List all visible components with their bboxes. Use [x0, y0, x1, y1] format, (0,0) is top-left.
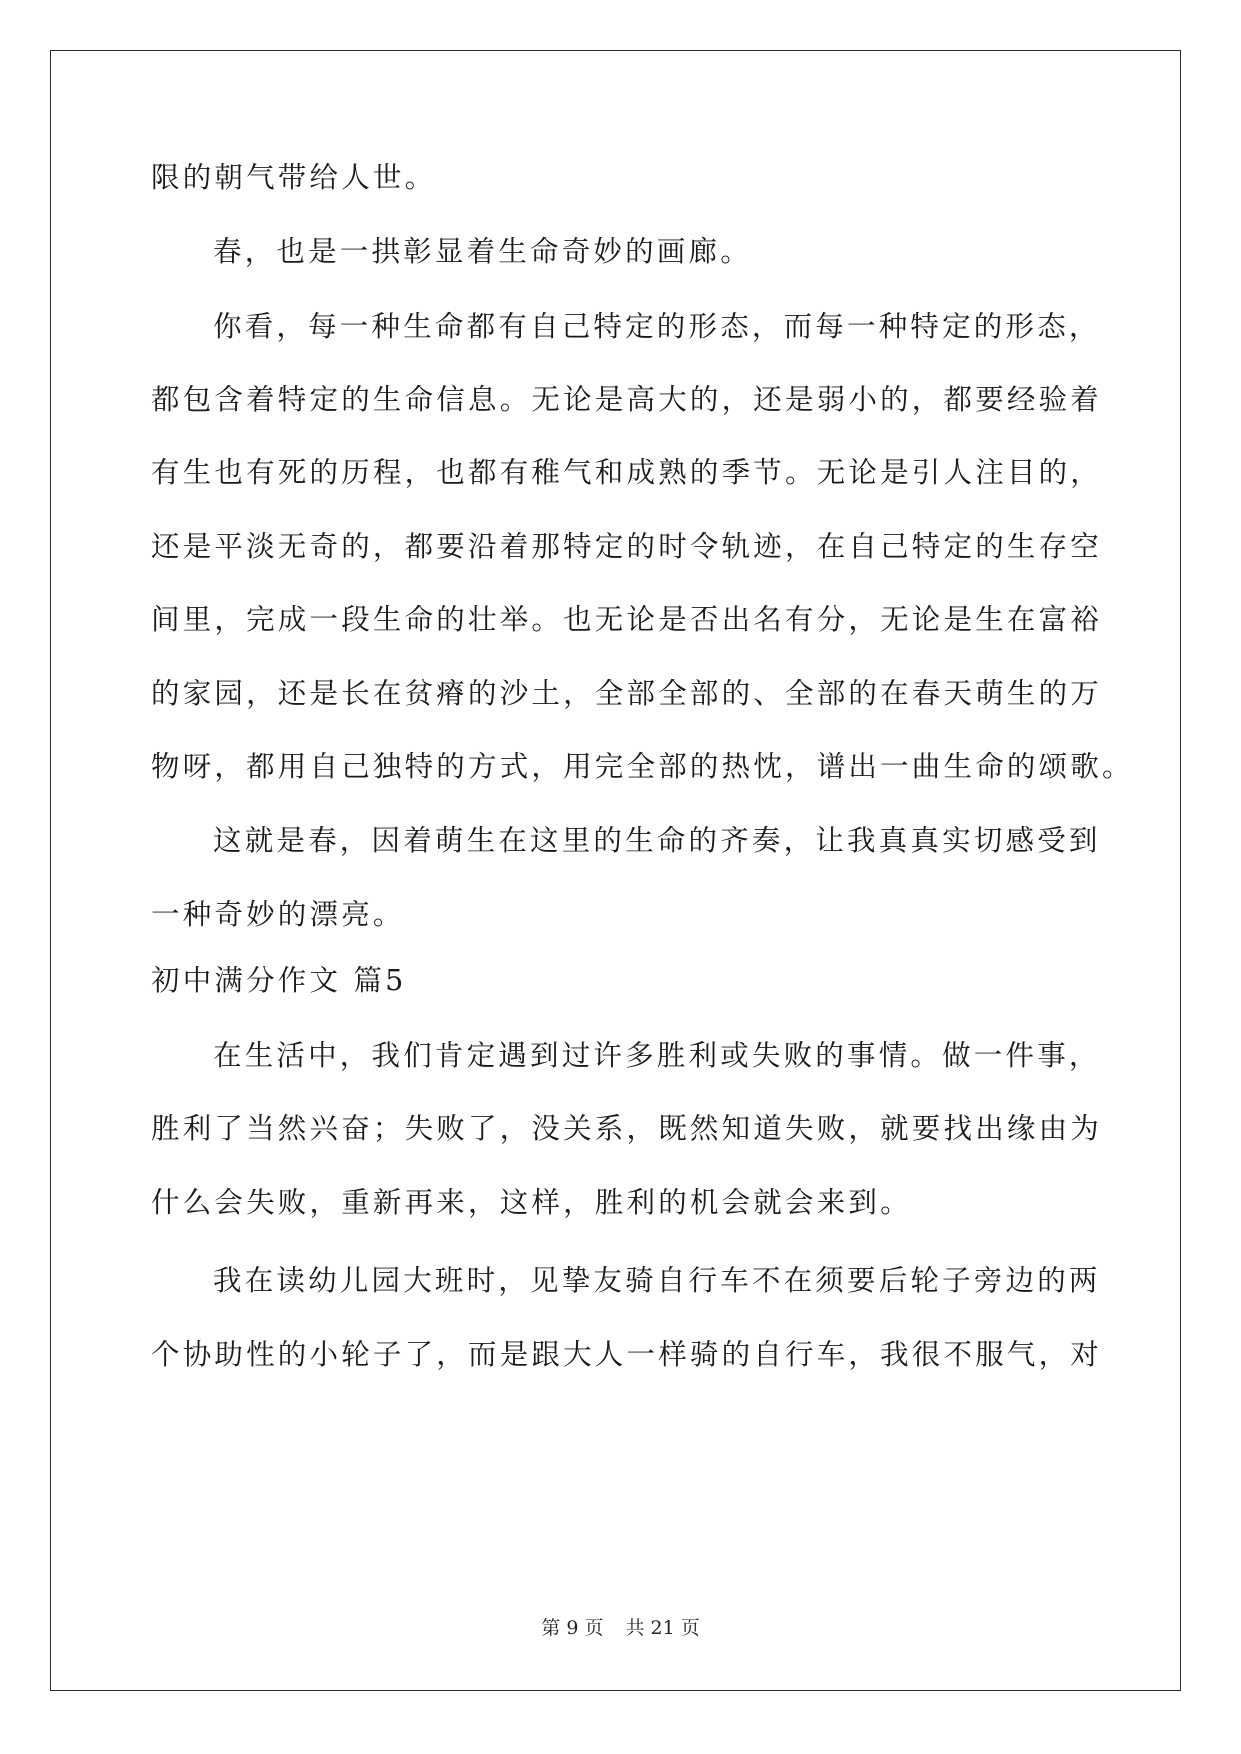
- paragraph-line: 你看，每一种生命都有自己特定的形态，而每一种特定的形态，: [213, 310, 1101, 343]
- paragraph-line: 的家园，还是长在贫瘠的沙土，全部全部的、全部的在春天萌生的万: [151, 677, 1103, 710]
- paragraph-line: 都包含着特定的生命信息。无论是高大的，还是弱小的，都要经验着: [151, 383, 1103, 416]
- page-number: 第 9 页: [541, 1617, 604, 1639]
- page-footer: [0, 1613, 1241, 1640]
- paragraph-line: 限的朝气带给人世。: [151, 161, 437, 194]
- page-border: [50, 50, 1181, 1691]
- paragraph-line: 个协助性的小轮子了，而是跟大人一样骑的自行车，我很不服气，对: [151, 1338, 1103, 1371]
- page-total: 共 21 页: [625, 1617, 700, 1639]
- section-heading: 初中满分作文 篇5: [151, 964, 407, 997]
- paragraph-line: 间里，完成一段生命的壮举。也无论是否出名有分，无论是生在富裕: [151, 603, 1103, 636]
- paragraph-line: 胜利了当然兴奋；失败了，没关系，既然知道失败，就要找出缘由为: [151, 1112, 1103, 1145]
- paragraph-line: 这就是春，因着萌生在这里的生命的齐奏，让我真真实切感受到: [213, 824, 1101, 857]
- paragraph-line: 我在读幼儿园大班时，见挚友骑自行车不在须要后轮子旁边的两: [213, 1264, 1101, 1297]
- paragraph-line: 在生活中，我们肯定遇到过许多胜利或失败的事情。做一件事，: [213, 1039, 1101, 1072]
- paragraph-line: 有生也有死的历程，也都有稚气和成熟的季节。无论是引人注目的，: [151, 456, 1103, 489]
- paragraph-line: 春，也是一拱彰显着生命奇妙的画廊。: [213, 235, 752, 268]
- paragraph-line: 什么会失败，重新再来，这样，胜利的机会就会来到。: [151, 1186, 912, 1219]
- paragraph-line: 还是平淡无奇的，都要沿着那特定的时令轨迹，在自己特定的生存空: [151, 530, 1103, 563]
- paragraph-line: 一种奇妙的漂亮。: [151, 898, 405, 931]
- paragraph-line: 物呀，都用自己独特的方式，用完全部的热忱，谱出一曲生命的颂歌。: [151, 750, 1134, 783]
